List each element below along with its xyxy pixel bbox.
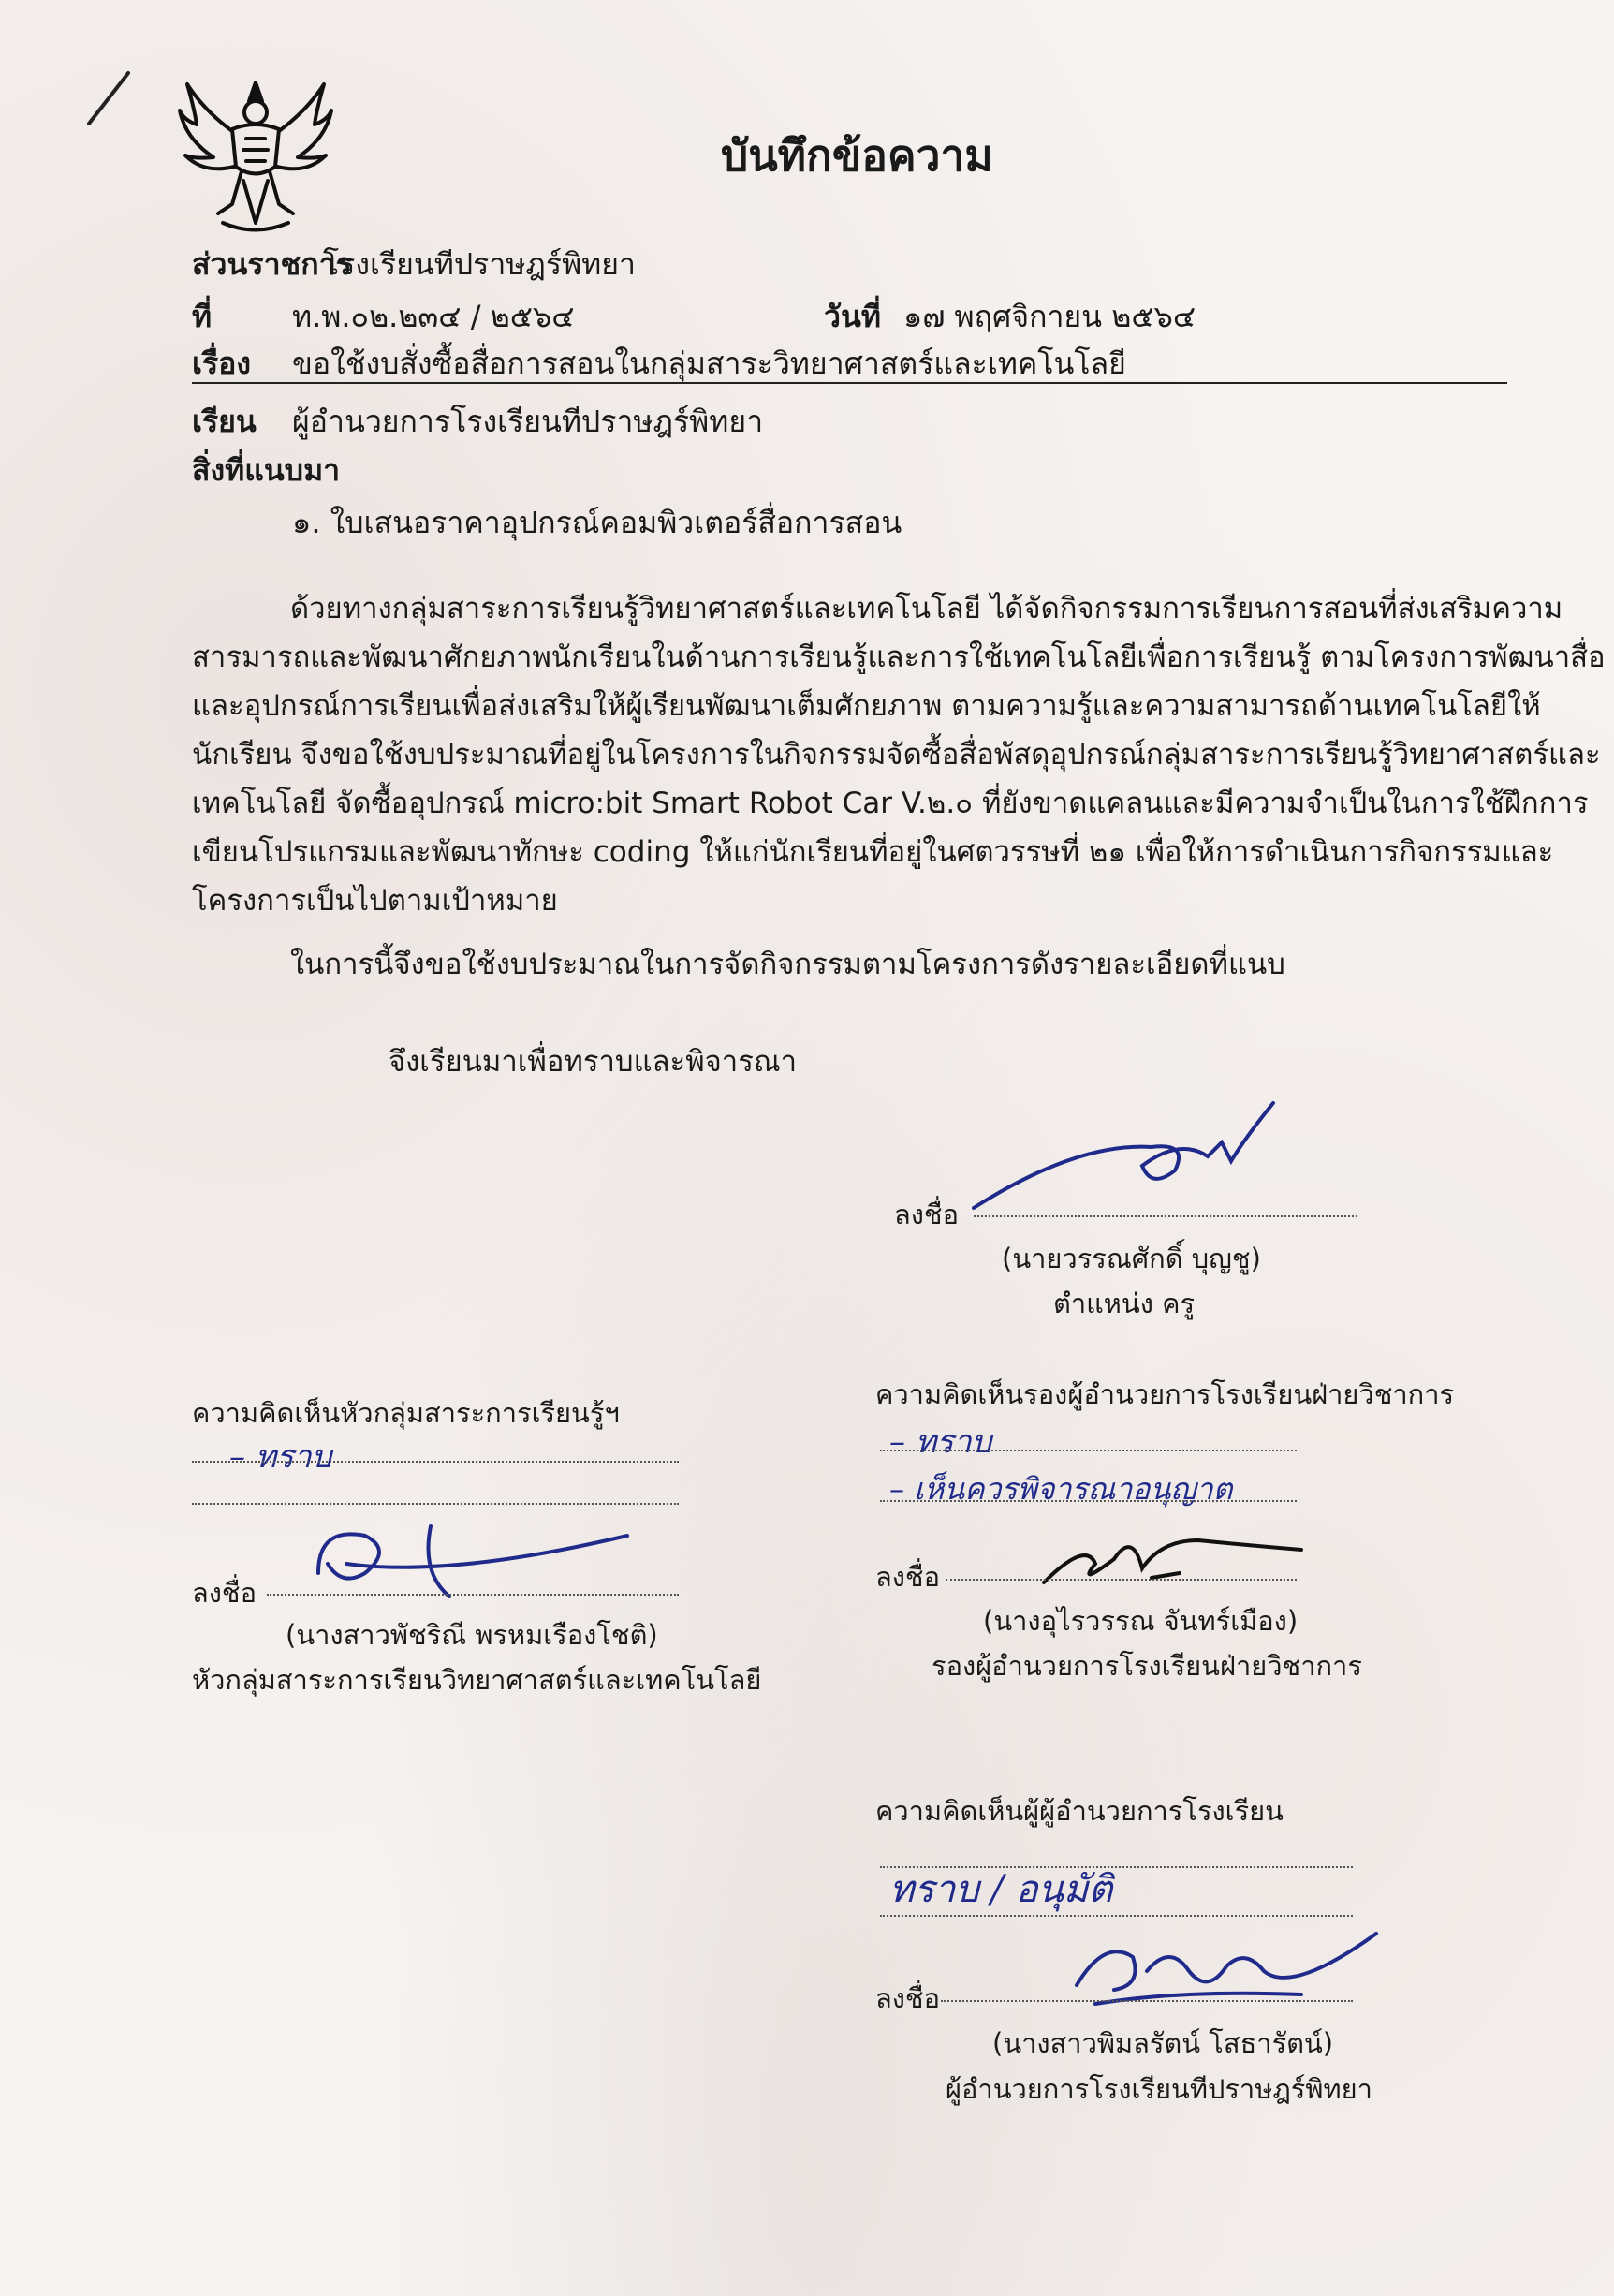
dept-value: โรงเรียนทีปราษฎร์พิทยา [323,246,636,282]
deputy-heading: ความคิดเห็นรองผู้อำนวยการโรงเรียนฝ่ายวิชาการ [875,1378,1455,1410]
corner-pen-mark-icon [80,66,136,131]
body-line: นักเรียน จึงขอใช้งบประมาณที่อยู่ในโครงการในกิจกรรมจัดซื้อสื่อพัสดุอุปกรณ์กลุ่มสาระการเรียนรู้วิทยาศาสตร์และ [192,738,1601,772]
body-line: สารมารถและพัฒนาศักยภาพนักเรียนในด้านการเรียนรู้และการใช้เทคโนโลยีเพื่อการเรียนรู้ ตามโครงการพัฒนาสื่อ [192,640,1606,674]
closing-line: จึงเรียนมาเพื่อทราบและพิจารณา [389,1045,798,1079]
deputy-position: รองผู้อำนวยการโรงเรียนฝ่ายวิชาการ [932,1650,1362,1682]
director-comment-line-2 [880,1915,1353,1917]
deputy-name: (นางอุไรวรรณ จันทร์เมือง) [983,1605,1299,1637]
director-name: (นางสาวพิมลรัตน์ โสธารัตน์) [992,2027,1334,2059]
teacher-sign-label: ลงชื่อ [894,1199,960,1230]
attach-item: ๑. ใบเสนอราคาอุปกรณ์คอมพิวเตอร์สื่อการสอน [292,505,902,540]
body-line: ด้วยทางกลุ่มสาระการเรียนรู้วิทยาศาสตร์และเทคโนโลยี ได้จัดกิจกรรมการเรียนการสอนที่ส่งเสริมความ [290,592,1563,626]
attach-label: สิ่งที่แนบมา [192,452,341,488]
teacher-signature [964,1086,1301,1217]
director-comment: ทราบ / อนุมัติ [889,1868,1113,1911]
director-sign-label: ลงชื่อ [875,1982,941,2014]
head-comment: – ทราบ [229,1438,332,1476]
head-heading: ความคิดเห็นหัวกลุ่มสาระการเรียนรู้ฯ [192,1397,620,1429]
head-position: หัวกลุ่มสาระการเรียนวิทยาศาสตร์และเทคโนโลยี [192,1664,762,1696]
garuda-emblem-icon [176,73,335,237]
head-comment-line-2 [192,1503,679,1505]
director-position: ผู้อำนวยการโรงเรียนทีปราษฎร์พิทยา [946,2073,1372,2105]
deputy-comment-line-2 [880,1500,1297,1502]
no-value: ท.พ.๐๒.๒๓๔ / ๒๕๖๔ [292,299,575,334]
body-paragraph-2: ในการนี้จึงขอใช้งบประมาณในการจัดกิจกรรมตามโครงการดังรายละเอียดที่แนบ [290,948,1285,981]
head-sign-line [267,1594,679,1596]
to-label: เรียน [192,404,257,439]
deputy-comment-1: – ทราบ [889,1423,992,1461]
body-paragraph [192,584,1606,925]
teacher-sign-line [974,1215,1357,1217]
to-value: ผู้อำนวยการโรงเรียนทีปราษฎร์พิทยา [292,404,764,439]
header-rule [192,382,1507,384]
director-heading: ความคิดเห็นผู้ผู้อำนวยการโรงเรียน [875,1795,1284,1827]
date-value: ๑๗ พฤศจิกายน ๒๕๖๔ [903,299,1196,334]
director-sign-line [941,2000,1353,2002]
body-line: และอุปกรณ์การเรียนเพื่อส่งเสริมให้ผู้เรียนพัฒนาเต็มศักยภาพ ตามความรู้และความสามารถด้านเทคโนโลยีให้ [192,689,1541,723]
deputy-comment-2: – เห็นควรพิจารณาอนุญาต [889,1471,1233,1507]
deputy-signature [1030,1512,1311,1606]
teacher-name: (นายวรรณศักดิ์ บุญชู) [1002,1243,1261,1274]
deputy-sign-label: ลงชื่อ [875,1561,941,1593]
body-line: เทคโนโลยี จัดซื้ออุปกรณ์ micro:bit Smart Robot Car V.๒.๐ ที่ยังขาดแคลนและมีความจำเป็นในการใช้ฝึกการ [192,787,1589,820]
head-sign-label: ลงชื่อ [192,1577,257,1609]
memo-title: บันทึกข้อความ [721,130,993,181]
teacher-position: ตำแหน่ง ครู [1053,1288,1196,1319]
director-signature [992,1920,1404,2023]
deputy-comment-line-1 [880,1450,1297,1451]
body-line: โครงการเป็นไปตามเป้าหมาย [192,884,558,918]
deputy-sign-line [946,1579,1297,1581]
head-name: (นางสาวพัชริณี พรหมเรืองโชติ) [286,1619,658,1651]
date-label: วันที่ [824,299,881,334]
subject-label: เรื่อง [192,346,251,381]
dept-label: ส่วนราชการ [192,246,352,282]
no-label: ที่ [192,299,213,334]
head-comment-line-1 [192,1461,679,1463]
subject-value: ขอใช้งบสั่งซื้อสื่อการสอนในกลุ่มสาระวิทยาศาสตร์และเทคโนโลยี [292,346,1126,381]
body-line: เขียนโปรแกรมและพัฒนาทักษะ coding ให้แก่นักเรียนที่อยู่ในศตวรรษที่ ๒๑ เพื่อให้การดำเนินการกิจกรรมและ [192,835,1554,869]
